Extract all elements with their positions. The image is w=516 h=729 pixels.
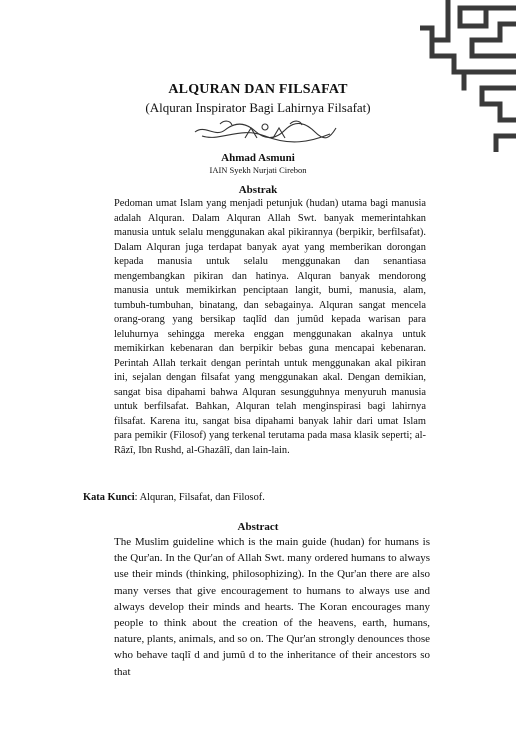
keywords (83, 492, 433, 503)
abstract-id-body (114, 197, 426, 458)
corner-ornament (420, 0, 516, 152)
paper-subtitle: (Alquran Inspirator Bagi Lahirnya Filsafat) (145, 100, 371, 115)
author-name: Ahmad Asmuni (221, 152, 295, 164)
keywords-label: Kata Kunci (83, 492, 135, 503)
abstract-en-text: The Muslim guideline which is the main guide (hudan) for humans is the Qur'an. In the Qur'an of Allah Swt. many ordered humans to always use their minds (thinking, philosophizing). In the Qur'an there are also many verses that give encouragement to humans to always use and always develop their minds and hearts. The Koran encourages many people to think about the creation of the heavens, earth, humans, nature, plants, animals, and so on. The Qur'an strongly denounces those who behave taqlî d and jumû d to the inheritance of their ancestors so that (114, 536, 430, 678)
keywords-text: : Alquran, Filsafat, dan Filosof. (134, 492, 265, 503)
abstract-en-body (114, 534, 430, 680)
abstract-id-heading: Abstrak (238, 184, 278, 196)
paper-title: ALQURAN DAN FILSAFAT (168, 82, 348, 97)
abstract-id-text: Pedoman umat Islam yang menjadi petunjuk (hudan) utama bagi manusia adalah Alquran. Dalam Alquran Allah Swt. banyak memerintahkan manusia untuk selalu menggunakan akal pikirannya (berpikir, berfilsafat). Dalam Alquran juga terdapat banyak ayat yang memberikan dorongan kepada manusia untuk selalu menggunakan dan senantiasa mengembangkan pikiran dan hatinya. Alquran banyak mendorong manusia untuk memikirkan penciptaan langit, bumi, manusia, alam, tumbuh-tumbuhan, binatang, dan sebagainya. Alquran sangat mencela orang-orang yang bersikap taqlîd dan jumûd kepada warisan para leluhurnya sehingga mereka enggan menggunakan akalnya untuk memikirkan kebenaran dan berpikir bebas guna mencapai kebenaran. Perintah Allah terkait dengan perintah untuk menggunakan akal pikiran ini, sejalan dengan filsafat yang menggunakan akal. Dengan demikian, sangat bisa dipahami bahwa Alquran sesungguhnya menyuruh manusia untuk berfilsafat. Bahkan, Alquran telah menginspirasi bagi lahirnya filsafat. Karena itu, sangat bisa dipahami banyak lahir dari umat Islam para pemikir (Filosof) yang terkenal terutama pada masa klasik seperti; al-Râzî, Ibn Rushd, al-Ghazâlî, dan lain-lain. (114, 198, 426, 456)
abstract-en-heading: Abstract (237, 521, 279, 533)
calligraphy-ornament (190, 118, 340, 144)
author-affiliation: IAIN Syekh Nurjati Cirebon (209, 165, 307, 175)
